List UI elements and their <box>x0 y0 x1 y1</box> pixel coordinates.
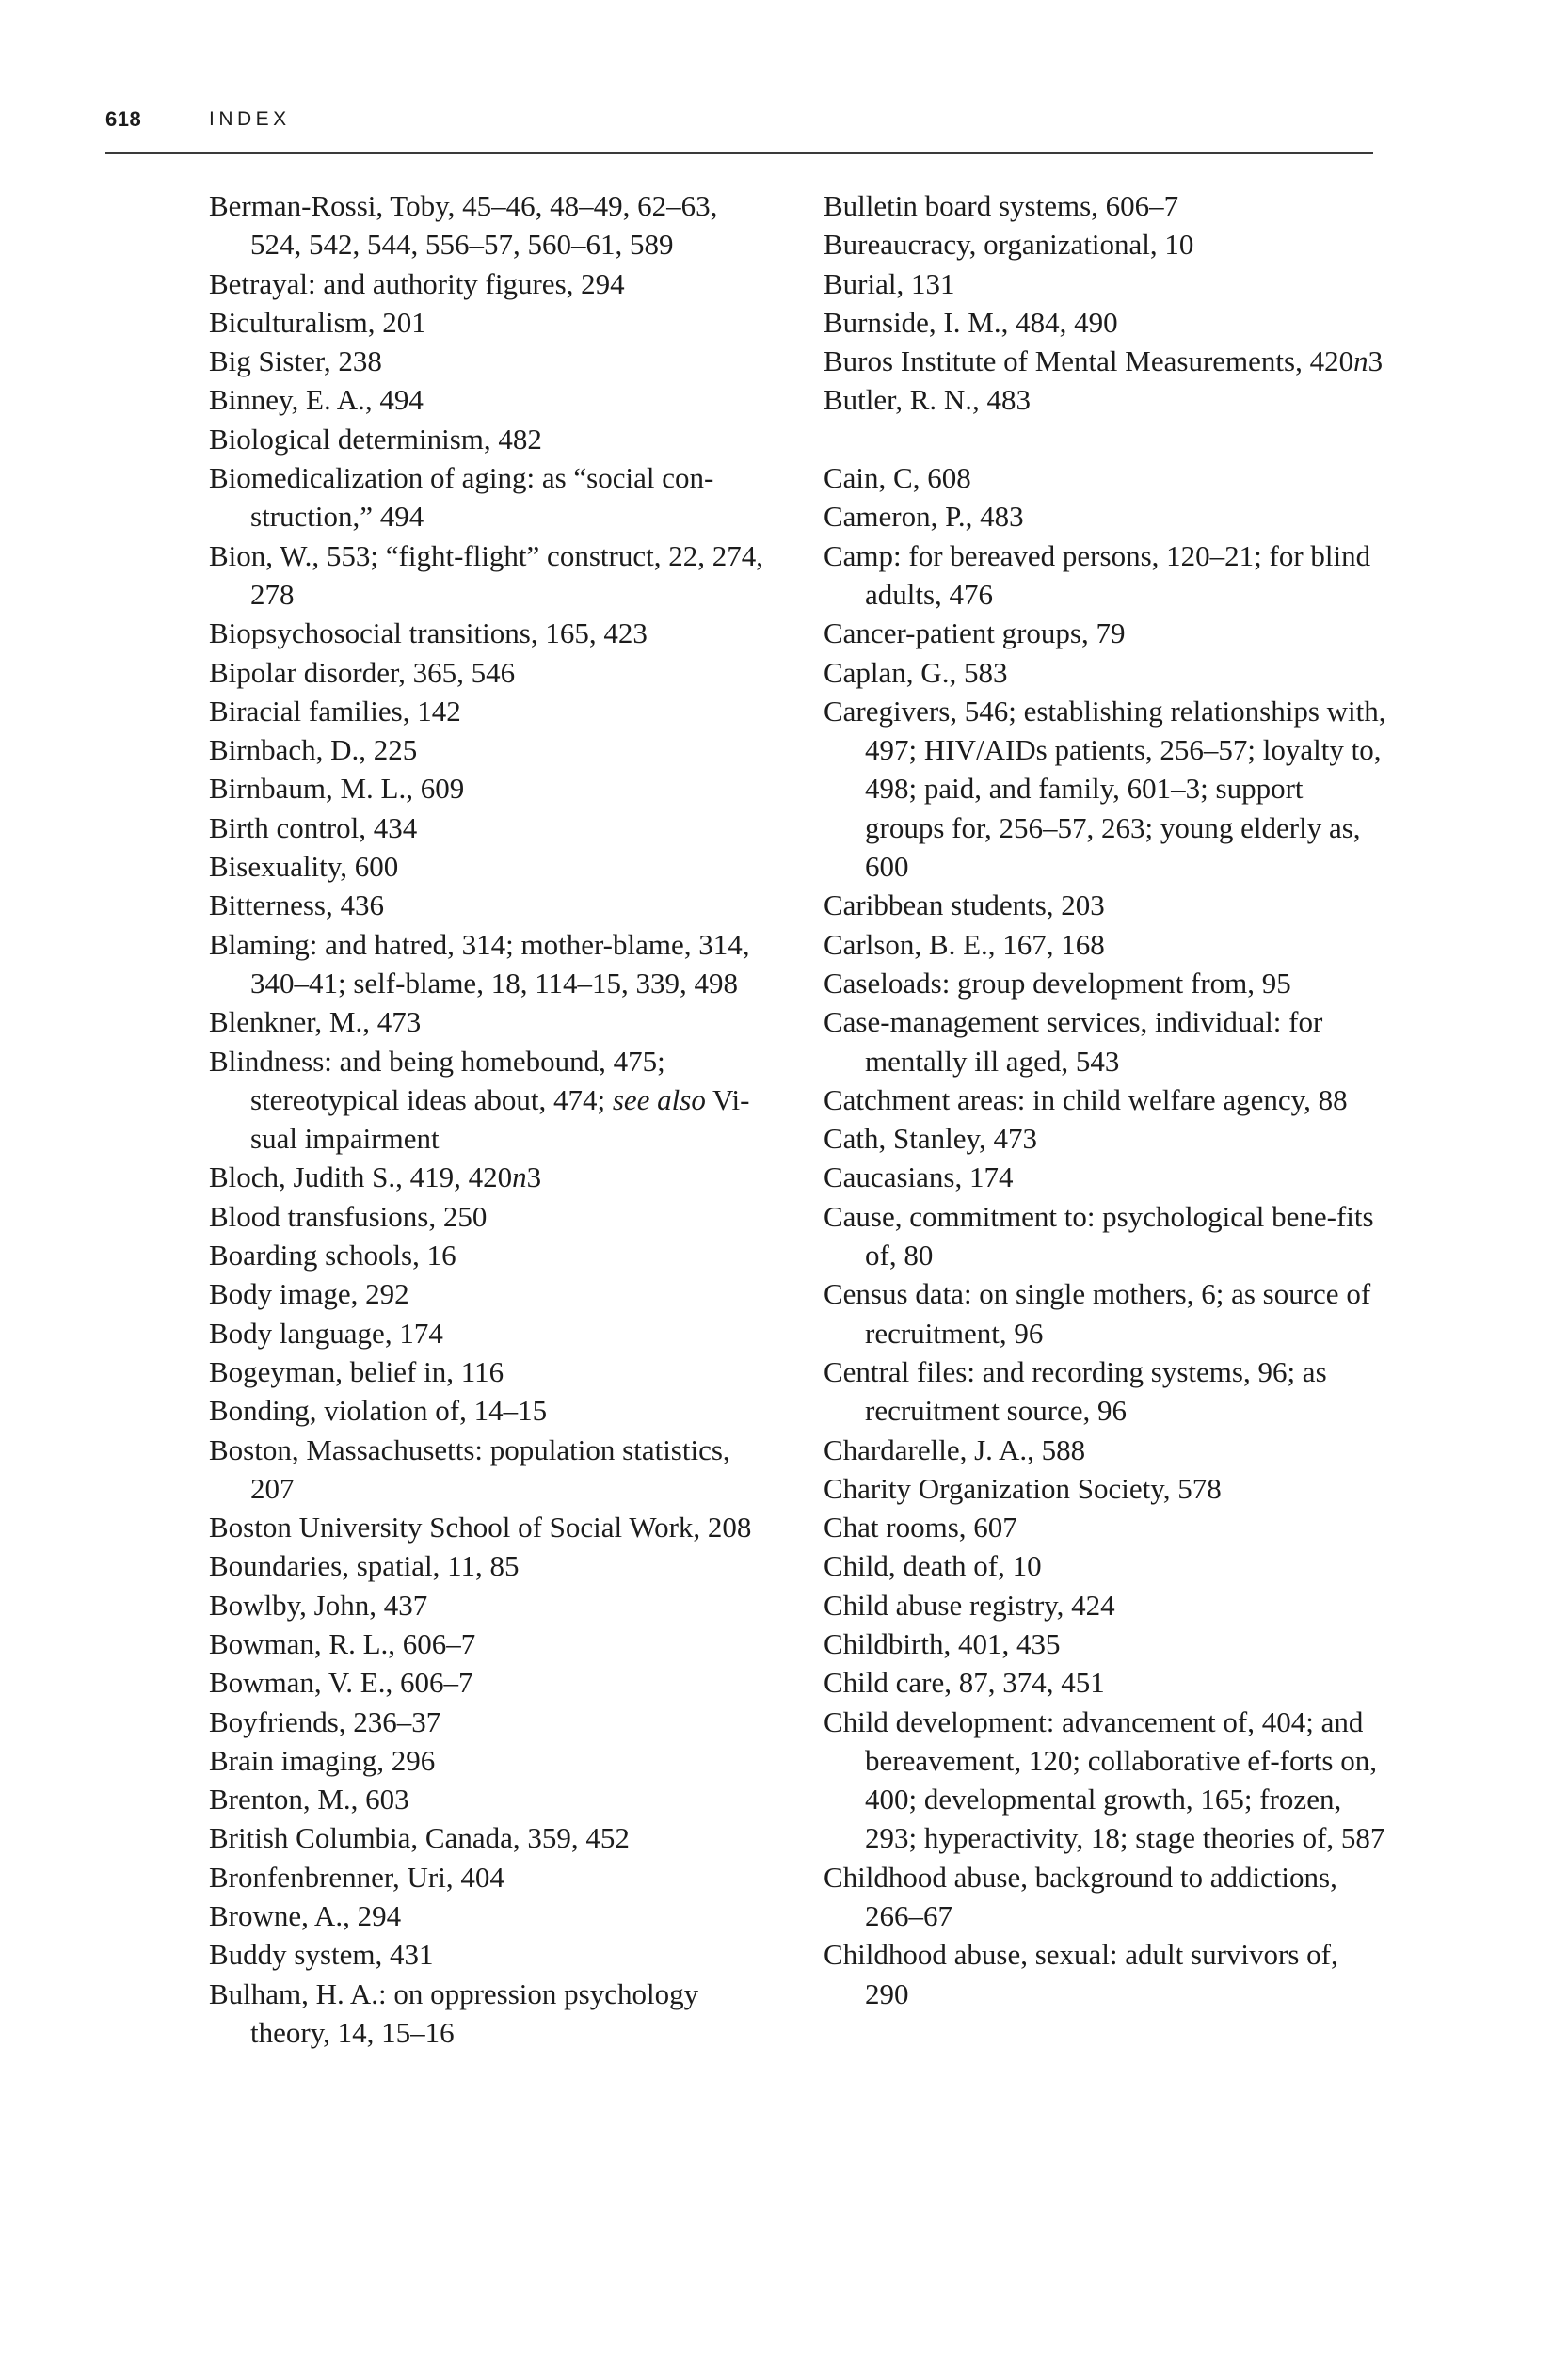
index-entry <box>824 1586 1388 1624</box>
index-entry <box>209 1703 774 1741</box>
index-entry <box>209 847 774 886</box>
index-entry <box>209 1431 774 1509</box>
index-entry-text: Charity Organization Society, 578 <box>824 1471 1222 1505</box>
index-entry <box>824 653 1388 692</box>
index-entry-italic: n <box>512 1160 527 1194</box>
index-entry-text: Camp: for bereaved persons, 120–21; for blind adults, 476 <box>824 538 1371 611</box>
index-entry <box>824 1546 1388 1585</box>
page-number: 618 <box>105 107 142 131</box>
index-entry <box>824 458 1388 497</box>
index-entry <box>824 1703 1388 1858</box>
index-entry-text: Big Sister, 238 <box>209 344 382 378</box>
index-entry-text: Cain, C, 608 <box>824 461 971 495</box>
running-head <box>105 107 1373 154</box>
index-entry <box>209 1780 774 1818</box>
index-entry-text: Birth control, 434 <box>209 810 418 844</box>
index-entry-text: Chat rooms, 607 <box>824 1511 1017 1544</box>
index-entry-text: Bowman, R. L., 606–7 <box>209 1626 476 1660</box>
index-entry <box>209 1314 774 1352</box>
index-entry-text: Childhood abuse, sexual: adult survivors of, 290 <box>824 1938 1338 2010</box>
index-entry <box>209 653 774 692</box>
index-entry-text: Childhood abuse, background to addictions, 266–67 <box>824 1860 1337 1933</box>
index-entry-text: Biopsychosocial transitions, 165, 423 <box>209 616 648 650</box>
index-entry-text: Betrayal: and authority figures, 294 <box>209 266 625 300</box>
index-entry-text: Chardarelle, J. A., 588 <box>824 1432 1086 1466</box>
index-entry <box>824 1158 1388 1196</box>
index-entry <box>209 420 774 458</box>
index-entry-text: Binney, E. A., 494 <box>209 383 424 417</box>
index-entry-text: Child development: advancement of, 404; and bereavement, 120; collaborative ef-forts on, 400; developmental growth, 165; frozen, 293; hyperactivity, 18; stage theories of, 587 <box>824 1704 1385 1855</box>
index-entry-text: Blenkner, M., 473 <box>209 1005 422 1039</box>
index-entry-text: Blaming: and hatred, 314; mother-blame, 314, 340–41; self-blame, 18, 114–15, 339, 498 <box>209 927 750 1000</box>
index-entry <box>209 1508 774 1546</box>
index-entry <box>824 497 1388 536</box>
index-entry <box>824 342 1388 380</box>
index-entry-text: Berman-Rossi, Toby, 45–46, 48–49, 62–63, 524, 542, 544, 556–57, 560–61, 589 <box>209 189 718 262</box>
index-entry <box>209 264 774 303</box>
index-entry-text: Burnside, I. M., 484, 490 <box>824 305 1118 339</box>
index-entry-suffix: 3 <box>526 1160 542 1194</box>
index-entry-text: Bloch, Judith S., 419, 420 <box>209 1160 513 1194</box>
index-entry <box>824 186 1388 225</box>
index-entry <box>824 1469 1388 1508</box>
index-entry <box>824 964 1388 1002</box>
index-entry-text: Blindness: and being homebound, 475; stereotypical ideas about, 474; <box>209 1044 665 1116</box>
index-entry <box>824 692 1388 886</box>
index-entry-text: Biculturalism, 201 <box>209 305 426 339</box>
index-entry <box>209 886 774 924</box>
index-entry-text: Census data: on single mothers, 6; as source of recruitment, 96 <box>824 1277 1371 1350</box>
index-entry <box>824 1624 1388 1663</box>
index-entry <box>824 1858 1388 1936</box>
index-entry-text: Butler, R. N., 483 <box>824 383 1032 417</box>
index-entry <box>209 1586 774 1624</box>
index-entry-text: Cause, commitment to: psychological bene-fits of, 80 <box>824 1199 1374 1272</box>
index-entry <box>209 1896 774 1935</box>
index-entry-text: Brain imaging, 296 <box>209 1743 436 1777</box>
index-entry-text: Bulham, H. A.: on oppression psychology theory, 14, 15–16 <box>209 1976 699 2049</box>
index-entry-text: Cameron, P., 483 <box>824 500 1024 534</box>
index-entry <box>209 1197 774 1236</box>
index-entry <box>824 1002 1388 1080</box>
index-entry-text: Bowlby, John, 437 <box>209 1588 428 1622</box>
index-entry-text: Biological determinism, 482 <box>209 422 542 456</box>
index-entry-text: Carlson, B. E., 167, 168 <box>824 927 1105 961</box>
index-entry-text: Bogeyman, belief in, 116 <box>209 1354 504 1388</box>
index-entry-text: Bion, W., 553; “fight-flight” construct, 22, 274, 278 <box>209 538 763 611</box>
index-column-right <box>824 186 1388 2013</box>
index-entry-text: Boston University School of Social Work, 208 <box>209 1511 752 1544</box>
index-entry <box>209 1352 774 1391</box>
index-entry-text: Bipolar disorder, 365, 546 <box>209 655 516 689</box>
index-entry-suffix: Vi-sual impairment <box>250 1082 750 1156</box>
index-entry <box>824 1431 1388 1469</box>
index-entry <box>209 380 774 419</box>
index-entry <box>209 1042 774 1159</box>
index-entry-text: Browne, A., 294 <box>209 1899 402 1933</box>
index-entry-text: Bulletin board systems, 606–7 <box>824 189 1179 222</box>
index-entry <box>824 1935 1388 2013</box>
index-entry <box>824 1274 1388 1352</box>
index-entry-text: Brenton, M., 603 <box>209 1783 409 1816</box>
index-entry <box>824 886 1388 924</box>
index-entry-text: Buddy system, 431 <box>209 1938 434 1972</box>
index-entry <box>209 1546 774 1585</box>
index-entry <box>209 1935 774 1974</box>
index-entry <box>209 692 774 730</box>
index-entry <box>209 303 774 342</box>
index-entry <box>824 1352 1388 1431</box>
index-entry <box>824 536 1388 615</box>
index-entry-text: Boston, Massachusetts: population statistics, 207 <box>209 1432 730 1505</box>
section-title: INDEX <box>209 108 291 130</box>
index-entry <box>209 186 774 264</box>
index-entry-text: Cancer-patient groups, 79 <box>824 616 1126 650</box>
index-entry <box>209 1818 774 1857</box>
index-entry-text: Childbirth, 401, 435 <box>824 1626 1061 1660</box>
index-entry <box>824 1508 1388 1546</box>
index-entry <box>824 1663 1388 1702</box>
index-entry <box>209 769 774 808</box>
index-entry <box>209 1741 774 1780</box>
index-entry-text: Buros Institute of Mental Measurements, 420 <box>824 344 1354 378</box>
index-entry-text: Body language, 174 <box>209 1316 443 1350</box>
index-entry-text: British Columbia, Canada, 359, 452 <box>209 1821 630 1855</box>
index-column-left <box>209 186 774 2052</box>
index-entry <box>209 808 774 847</box>
index-entry-text: Birnbaum, M. L., 609 <box>209 772 465 806</box>
index-entry-text: Case-management services, individual: for mentally ill aged, 543 <box>824 1005 1323 1078</box>
index-entry <box>209 458 774 536</box>
index-entry <box>209 730 774 769</box>
index-entry <box>209 1236 774 1274</box>
index-entry <box>209 1624 774 1663</box>
index-entry <box>824 264 1388 303</box>
index-entry-text: Caribbean students, 203 <box>824 888 1105 922</box>
index-entry <box>209 1158 774 1196</box>
index-entry-text: Caregivers, 546; establishing relationships with, 497; HIV/AIDs patients, 256–57; loyalty to, 498; paid, and family, 601–3; support groups for, 256–57, 263; young elderly as, 600 <box>824 694 1386 884</box>
index-entry <box>209 1975 774 2053</box>
index-entry <box>824 303 1388 342</box>
index-entry-text: Child care, 87, 374, 451 <box>824 1666 1105 1700</box>
index-entry-text: Burial, 131 <box>824 266 955 300</box>
index-entry-text: Catchment areas: in child welfare agency, 88 <box>824 1082 1348 1116</box>
index-entry <box>824 614 1388 652</box>
index-entry-text: Birnbach, D., 225 <box>209 733 418 767</box>
index-entry-text: Boarding schools, 16 <box>209 1239 456 1272</box>
index-entry <box>209 536 774 615</box>
index-entry <box>209 614 774 652</box>
index-entry-text: Caplan, G., 583 <box>824 655 1008 689</box>
index-entry-text: Central files: and recording systems, 96; as recruitment source, 96 <box>824 1354 1327 1428</box>
index-entry <box>824 1080 1388 1119</box>
index-entry-text: Caseloads: group development from, 95 <box>824 966 1291 1000</box>
index-entry-suffix: 3 <box>1368 344 1384 378</box>
index-entry-italic: see also <box>612 1082 706 1116</box>
index-entry-text: Child, death of, 10 <box>824 1549 1042 1583</box>
index-entry <box>824 925 1388 964</box>
index-entry <box>209 1274 774 1313</box>
index-entry-text: Cath, Stanley, 473 <box>824 1122 1038 1156</box>
index-entry <box>209 925 774 1003</box>
index-entry-text: Bowman, V. E., 606–7 <box>209 1666 473 1700</box>
index-entry-text: Biomedicalization of aging: as “social con-struction,” 494 <box>209 461 714 534</box>
index-entry-text: Bronfenbrenner, Uri, 404 <box>209 1860 504 1894</box>
index-entry <box>209 1663 774 1702</box>
index-entry-text: Bitterness, 436 <box>209 888 384 922</box>
index-entry <box>824 380 1388 419</box>
index-entry-text: Body image, 292 <box>209 1277 409 1311</box>
index-entry-text: Child abuse registry, 424 <box>824 1588 1115 1622</box>
index-entry-text: Bisexuality, 600 <box>209 850 399 884</box>
index-entry <box>209 342 774 380</box>
index-entry <box>824 225 1388 264</box>
index-entry-italic: n <box>1353 344 1368 378</box>
index-entry <box>209 1002 774 1041</box>
index-entry <box>824 1197 1388 1275</box>
index-entry <box>209 1858 774 1896</box>
index-entry-text: Blood transfusions, 250 <box>209 1199 488 1233</box>
index-entry-text: Boyfriends, 236–37 <box>209 1704 441 1738</box>
index-entry-text: Biracial families, 142 <box>209 694 461 728</box>
index-entry-text: Caucasians, 174 <box>824 1160 1014 1194</box>
index-entry <box>824 1119 1388 1158</box>
index-entry <box>209 1391 774 1430</box>
index-entry-text: Bonding, violation of, 14–15 <box>209 1394 548 1428</box>
index-entry-text: Boundaries, spatial, 11, 85 <box>209 1549 520 1583</box>
index-entry-text: Bureaucracy, organizational, 10 <box>824 228 1194 262</box>
